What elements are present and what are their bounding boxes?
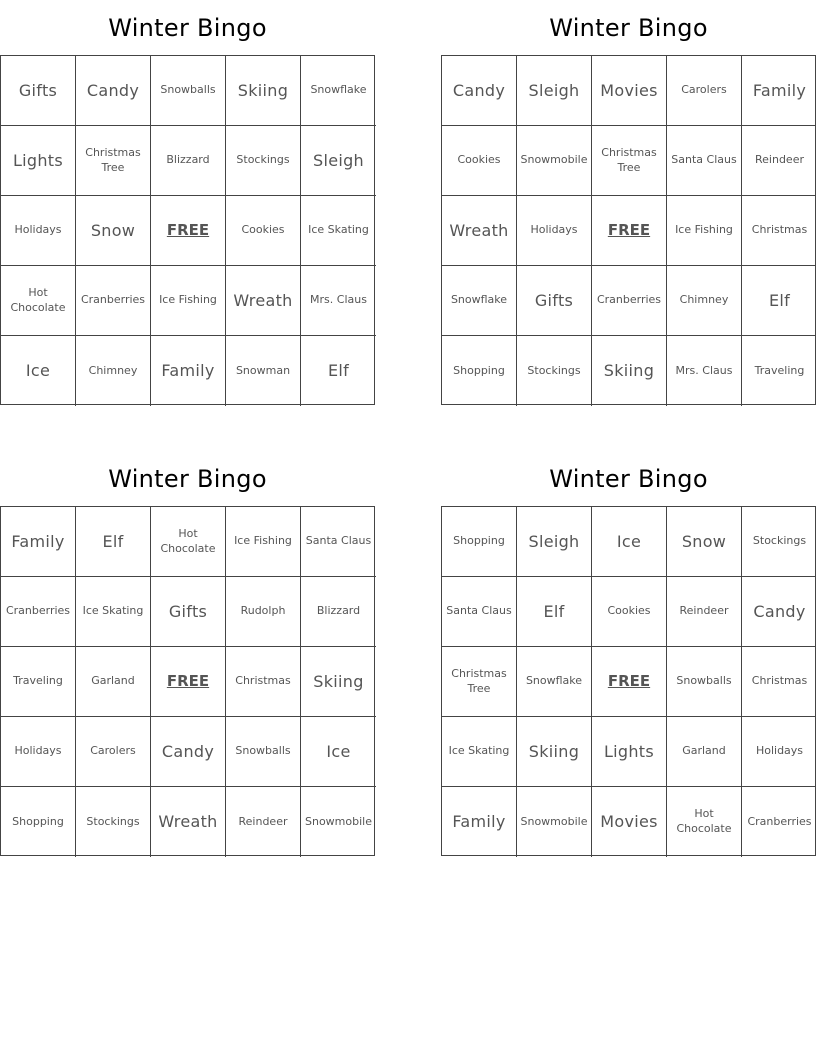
- bingo-cell: Reindeer: [226, 787, 301, 857]
- bingo-cell: Lights: [1, 126, 76, 196]
- bingo-cell: Garland: [76, 647, 151, 717]
- bingo-cell: Blizzard: [151, 126, 226, 196]
- bingo-cell: Cranberries: [76, 266, 151, 336]
- bingo-cell: Carolers: [76, 717, 151, 787]
- bingo-cell: Snowflake: [442, 266, 517, 336]
- bingo-cell: Stockings: [517, 336, 592, 406]
- bingo-cell: Movies: [592, 56, 667, 126]
- bingo-card-3: [0, 451, 375, 856]
- bingo-cell: Santa Claus: [667, 126, 742, 196]
- bingo-cell: Reindeer: [667, 577, 742, 647]
- bingo-cell: Snowman: [226, 336, 301, 406]
- bingo-cell: Skiing: [301, 647, 376, 717]
- card-title: Winter Bingo: [549, 14, 708, 42]
- bingo-cell: Gifts: [1, 56, 76, 126]
- bingo-cell: Traveling: [1, 647, 76, 717]
- bingo-cell: Hot Chocolate: [667, 787, 742, 857]
- card-title: Winter Bingo: [108, 14, 267, 42]
- bingo-cell: Stockings: [76, 787, 151, 857]
- bingo-cell: Stockings: [742, 507, 816, 577]
- bingo-cell: Candy: [76, 56, 151, 126]
- bingo-cell: Gifts: [151, 577, 226, 647]
- bingo-cell: Elf: [327, 361, 350, 381]
- bingo-cell: Shopping: [442, 336, 517, 406]
- bingo-cell: Ice Skating: [442, 717, 517, 787]
- bingo-cell: Cranberries: [747, 814, 812, 828]
- bingo-cell: Chimney: [667, 266, 742, 336]
- bingo-cell: Christmas Tree: [76, 126, 151, 196]
- bingo-cell: Elf: [742, 266, 816, 336]
- bingo-cell: Snow: [667, 507, 742, 577]
- bingo-cell: Family: [1, 507, 76, 577]
- bingo-cell: Ice Fishing: [151, 266, 226, 336]
- bingo-cell: Snowmobile: [305, 814, 372, 828]
- bingo-cell: Cookies: [442, 126, 517, 196]
- bingo-cell: Lights: [592, 717, 667, 787]
- bingo-grid: [441, 506, 816, 856]
- bingo-grid: [0, 506, 375, 856]
- bingo-card-4: [441, 451, 816, 856]
- bingo-cell: Snowballs: [667, 647, 742, 717]
- card-title: Winter Bingo: [549, 465, 708, 493]
- bingo-cell: Santa Claus: [301, 507, 376, 577]
- bingo-cell: Christmas: [226, 647, 301, 717]
- bingo-cell: Candy: [742, 577, 816, 647]
- bingo-cell: Snowflake: [301, 56, 376, 126]
- bingo-cell: Elf: [76, 507, 151, 577]
- bingo-cell: Cranberries: [1, 577, 76, 647]
- bingo-cell: Ice: [301, 717, 376, 787]
- bingo-cell: Candy: [151, 717, 226, 787]
- bingo-cell: Shopping: [442, 507, 517, 577]
- bingo-cell: Family: [442, 787, 517, 857]
- bingo-cell: Gifts: [517, 266, 592, 336]
- bingo-cell: Ice Skating: [76, 577, 151, 647]
- bingo-cell: Snowmobile: [517, 126, 592, 196]
- free-space: FREE: [151, 647, 226, 717]
- bingo-grid: [441, 55, 816, 405]
- bingo-cell: Christmas Tree: [442, 647, 517, 717]
- bingo-cell: Ice: [592, 507, 667, 577]
- bingo-cell: Blizzard: [301, 577, 376, 647]
- bingo-cell: Snowmobile: [517, 787, 592, 857]
- bingo-cell: Hot Chocolate: [151, 507, 226, 577]
- bingo-card-2: [441, 0, 816, 405]
- bingo-cell: Ice: [1, 336, 76, 406]
- bingo-cell: Christmas Tree: [592, 126, 667, 196]
- bingo-card-1: [0, 0, 375, 405]
- bingo-cell: Mrs. Claus: [667, 336, 742, 406]
- bingo-cell: Sleigh: [517, 507, 592, 577]
- bingo-cell: Skiing: [517, 717, 592, 787]
- bingo-cell: Ice Skating: [301, 196, 376, 266]
- bingo-cell: Santa Claus: [442, 577, 517, 647]
- bingo-cell: Holidays: [1, 717, 76, 787]
- bingo-cell: Cranberries: [592, 266, 667, 336]
- bingo-cell: Candy: [442, 56, 517, 126]
- bingo-cell: Ice Fishing: [226, 507, 301, 577]
- bingo-cell: Chimney: [76, 336, 151, 406]
- bingo-cell: Carolers: [667, 56, 742, 126]
- bingo-cell: Family: [742, 56, 816, 126]
- bingo-cell: Snowballs: [151, 56, 226, 126]
- bingo-cell: Wreath: [226, 266, 301, 336]
- bingo-cell: Snow: [76, 196, 151, 266]
- bingo-cell: Traveling: [754, 363, 805, 377]
- bingo-cell: Family: [151, 336, 226, 406]
- free-space: FREE: [151, 196, 226, 266]
- bingo-cell: Hot Chocolate: [1, 266, 76, 336]
- bingo-cell: Rudolph: [226, 577, 301, 647]
- free-space: FREE: [592, 196, 667, 266]
- bingo-cell: Garland: [667, 717, 742, 787]
- bingo-cell: Cookies: [226, 196, 301, 266]
- bingo-cell: Snowballs: [226, 717, 301, 787]
- bingo-cell: Holidays: [1, 196, 76, 266]
- bingo-cell: Snowflake: [517, 647, 592, 717]
- bingo-cell: Ice Fishing: [667, 196, 742, 266]
- bingo-cell: Mrs. Claus: [301, 266, 376, 336]
- card-title: Winter Bingo: [108, 465, 267, 493]
- bingo-cell: Holidays: [517, 196, 592, 266]
- bingo-cell: Elf: [517, 577, 592, 647]
- bingo-cell: Skiing: [226, 56, 301, 126]
- bingo-cell: Stockings: [226, 126, 301, 196]
- bingo-grid: [0, 55, 375, 405]
- bingo-cell: Sleigh: [301, 126, 376, 196]
- bingo-cell: Cookies: [592, 577, 667, 647]
- bingo-cell: Holidays: [742, 717, 816, 787]
- bingo-cell: Shopping: [1, 787, 76, 857]
- bingo-cell: Skiing: [592, 336, 667, 406]
- bingo-cell: Christmas: [742, 196, 816, 266]
- bingo-cell: Wreath: [151, 787, 226, 857]
- bingo-cell: Sleigh: [517, 56, 592, 126]
- bingo-cell: Christmas: [742, 647, 816, 717]
- bingo-cell: Reindeer: [742, 126, 816, 196]
- bingo-cell: Movies: [592, 787, 667, 857]
- free-space: FREE: [592, 647, 667, 717]
- bingo-cell: Wreath: [442, 196, 517, 266]
